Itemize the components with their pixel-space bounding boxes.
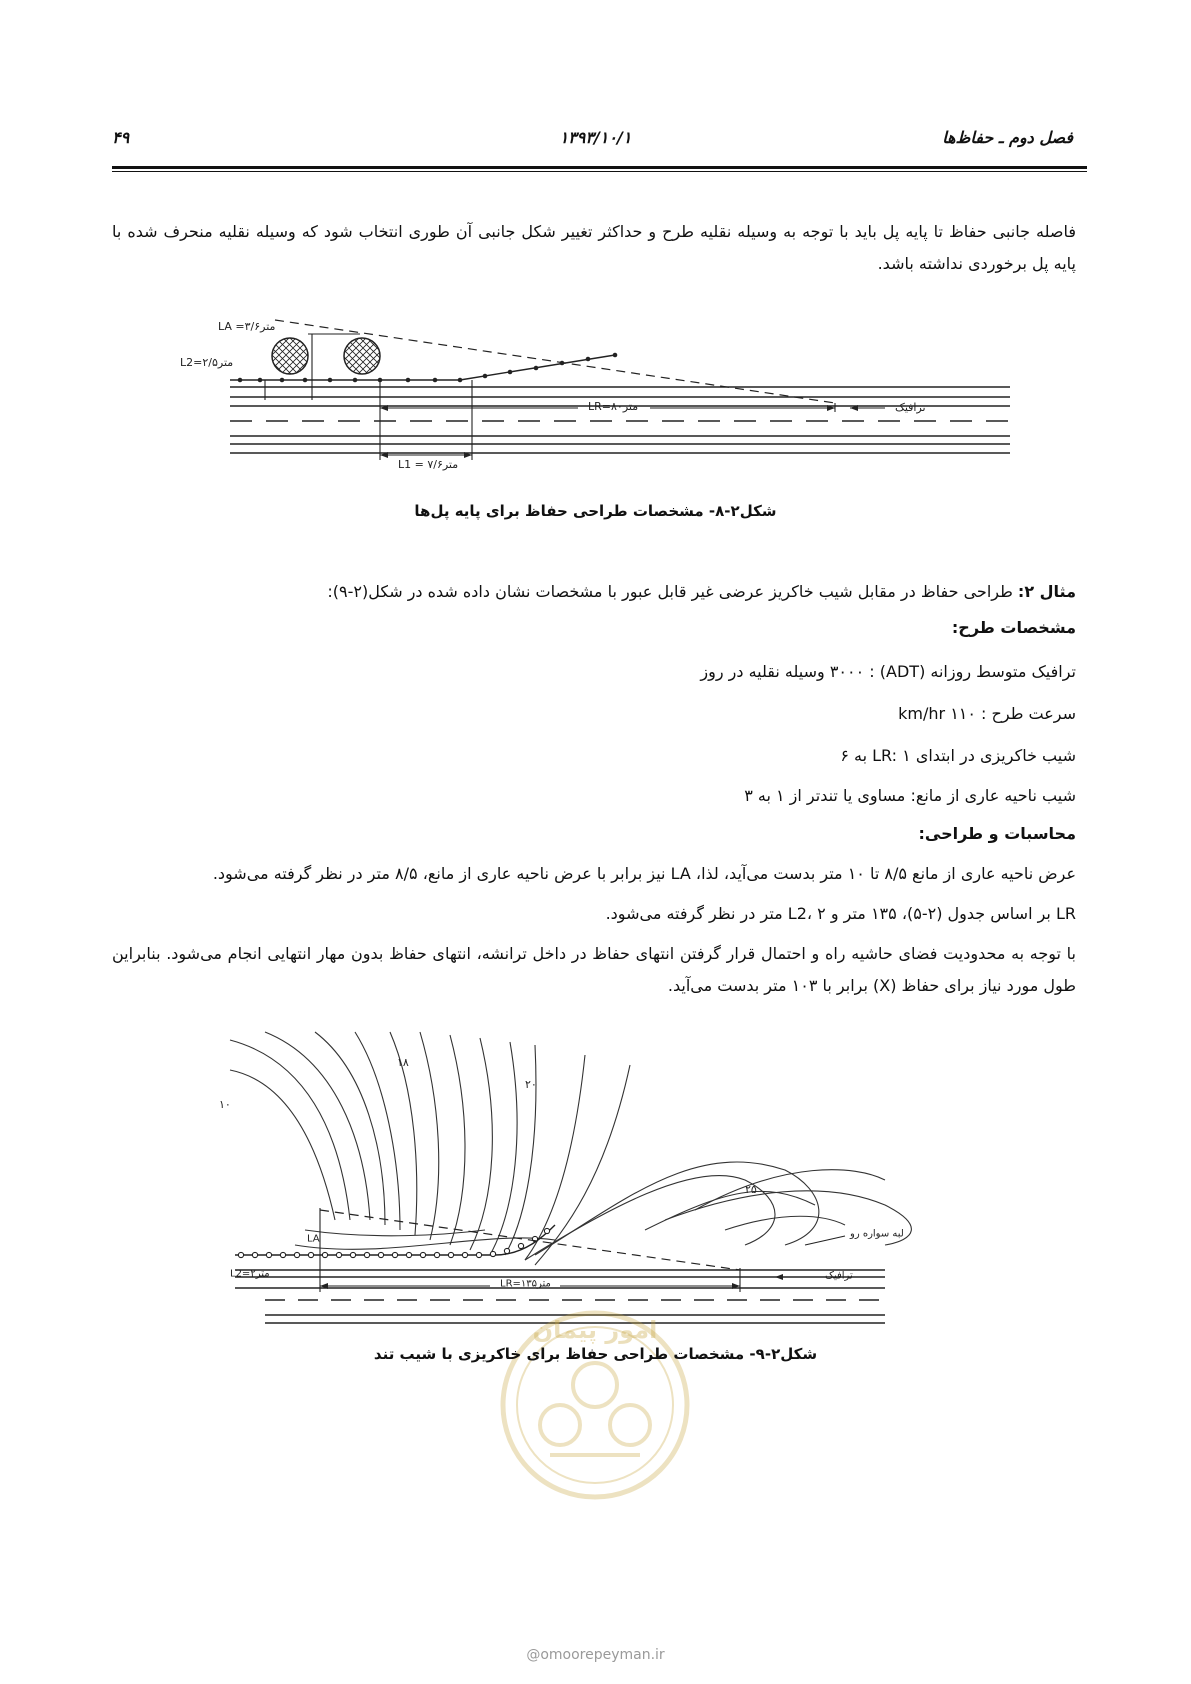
label-road-edge: لبه سواره رو — [850, 1228, 904, 1240]
calc-line-end-treatment: با توجه به محدودیت فضای حاشیه راه و احتمال قرار گرفتن انتهای حفاظ در داخل ترانشه، انتهای حفاظ بدون مهار انتهایی انجام می‌شود. بنابراین طول مورد نیاز برای حفاظ (X) برابر با ۱۰۳ متر بدست می‌آید. — [112, 944, 1076, 995]
label-la: LA =۳/۶متر — [218, 320, 276, 333]
spec-line-slope-lr: شیب خاکریزی در ابتدای LR: ۱ به ۶ — [840, 746, 1076, 765]
chapter-title: فصل دوم ـ حفاظ‌ها — [942, 128, 1073, 147]
bridge-pier-1 — [272, 338, 308, 374]
watermark-url — [0, 1647, 1191, 1663]
label-traffic: ترافیک — [895, 401, 926, 414]
watermark-text: امور پیمان — [532, 1316, 658, 1344]
contour-label-10: ۱۰ — [219, 1098, 231, 1111]
spec-line-clear-zone: شیب ناحیه عاری از مانع: مساوی یا تندتر از ۱ به ۳ — [744, 786, 1076, 805]
page-number: ۴۹ — [112, 128, 130, 147]
bridge-pier-2 — [344, 338, 380, 374]
figure-bridge-pier-diagram — [160, 320, 1040, 500]
spec-heading: مشخصات طرح: — [951, 618, 1076, 637]
figure2-caption: شکل۲-۹- مشخصات طراحی حفاظ برای خاکریزی با شیب تند — [373, 1345, 818, 1363]
watermark-url-text: omoorepeyman.ir — [540, 1647, 665, 1663]
example-title-line — [327, 576, 1076, 608]
label-l1: L1 = ۷/۶متر — [398, 458, 459, 471]
label-lr: LR=۸۰متر — [588, 400, 639, 413]
label-lr: LR=۱۳۵متر — [500, 1278, 551, 1290]
calc-line-lr: LR بر اساس جدول (۲-۵)، ۱۳۵ متر و L2، ۲ متر در نظر گرفته می‌شود. — [605, 904, 1076, 923]
label-l2: L2=۲/۵متر — [180, 356, 234, 369]
spec-line-speed: سرعت طرح : ۱۱۰ km/hr — [898, 704, 1076, 723]
header-date: ۱۳۹۳/۱۰/۱ — [559, 128, 632, 147]
guardrail-posts — [238, 1228, 549, 1257]
at-icon: @ — [526, 1647, 541, 1663]
contour-label-25: ۲۵ — [745, 1183, 757, 1196]
header-rule-thick — [112, 166, 1087, 169]
calc-heading: محاسبات و طراحی: — [918, 824, 1076, 843]
label-la: LA — [307, 1233, 320, 1245]
spec-line-adt: ترافیک متوسط روزانه (ADT) : ۳۰۰۰ وسیله نقلیه در روز — [700, 662, 1076, 681]
example-title-text: طراحی حفاظ در مقابل شیب خاکریز عرضی غیر قابل عبور با مشخصات نشان داده شده در شکل(۲-۹): — [327, 582, 1018, 601]
calc-line-clear-zone: عرض ناحیه عاری از مانع ۸/۵ تا ۱۰ متر بدست می‌آید، لذا، LA نیز برابر با عرض ناحیه عاری از مانع، ۸/۵ متر در نظر گرفته می‌شود. — [212, 864, 1076, 883]
figure-embankment-contour-diagram — [219, 1030, 985, 1340]
figure1-caption: شکل۲-۸- مشخصات طراحی حفاظ برای پایه پل‌ها — [414, 502, 777, 520]
header-rule-thin — [112, 171, 1087, 172]
contour-lines — [230, 1032, 911, 1265]
label-l2: L2=۲متر — [230, 1268, 270, 1280]
contour-label-18: ۱۸ — [397, 1056, 409, 1069]
contour-label-20: ۲۰ — [525, 1078, 537, 1091]
runout-dashed-line — [320, 1210, 740, 1270]
intro-paragraph: فاصله جانبی حفاظ تا پایه پل باید با توجه به وسیله نقلیه طرح و حداکثر تغییر شکل جانبی آن طوری انتخاب شود که وسیله نقلیه منحرف شده با پایه پل برخوردی نداشته باشد. — [112, 222, 1076, 273]
label-traffic: ترافیک — [825, 1270, 853, 1282]
example-title: مثال ۲: — [1017, 582, 1076, 601]
